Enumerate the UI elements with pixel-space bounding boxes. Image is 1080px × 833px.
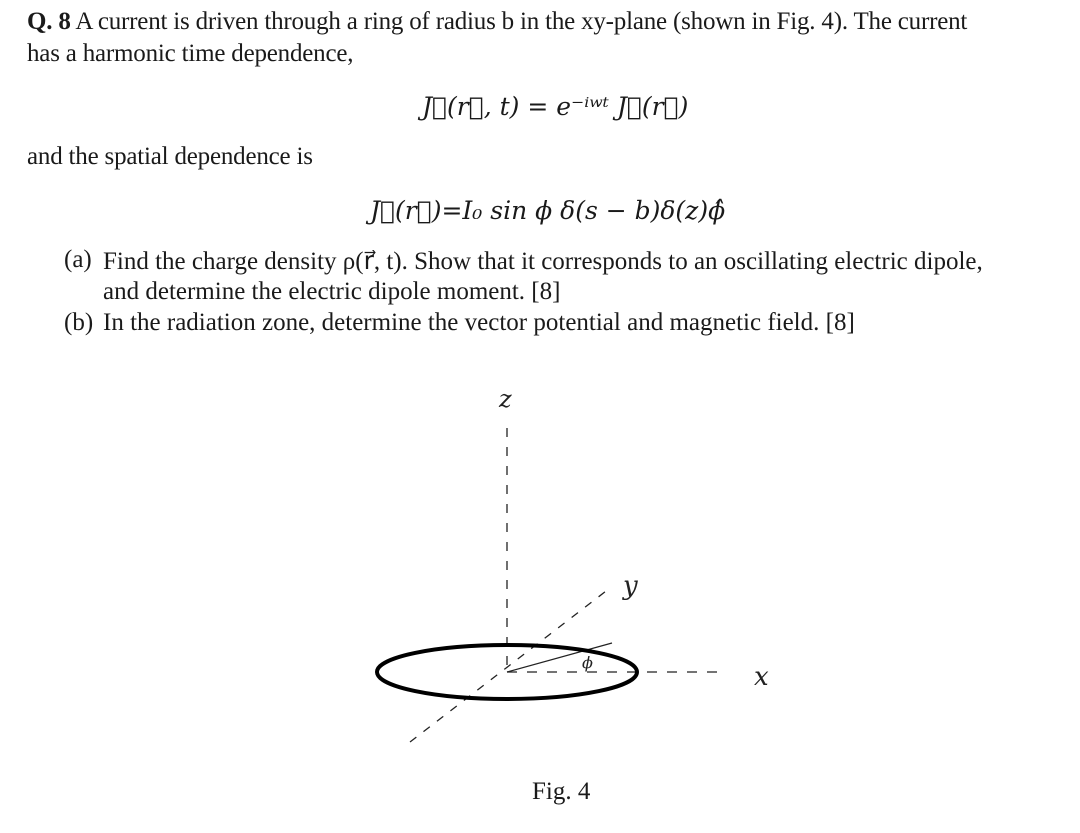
figure-caption: Fig. 4	[532, 778, 591, 805]
equation-time-dependence: J⃗(r⃗, t) = e⁻ⁱʷᵗ J⃗(r⃗)	[422, 92, 689, 121]
phi-angle-label: ϕ	[582, 653, 593, 672]
part-b-label: (b)	[64, 309, 94, 336]
part-a-label: (a)	[64, 246, 92, 273]
part-a-line-1: Find the charge density ρ(r⃗, t). Show that it corresponds to an oscillating electric dipole,	[103, 248, 983, 275]
question-label: Q. 8	[27, 8, 71, 35]
z-axis-label: z	[499, 385, 512, 413]
part-a-line-2: and determine the electric dipole moment. [8]	[103, 278, 561, 305]
y-axis	[410, 588, 610, 742]
part-b-line-1: In the radiation zone, determine the vector potential and magnetic field. [8]	[103, 309, 855, 336]
question-line-2: has a harmonic time dependence,	[27, 40, 354, 67]
y-axis-label: y	[623, 571, 638, 601]
x-axis-label: x	[754, 662, 769, 692]
spatial-dependence-text: and the spatial dependence is	[27, 143, 313, 170]
equation-spatial-dependence: J⃗(r⃗)=I₀ sin ϕ δ(s − b)δ(z)ϕ̂	[370, 196, 726, 225]
question-text-1: A current is driven through a ring of radius b in the xy-plane (shown in Fig. 4). The current	[75, 8, 968, 35]
